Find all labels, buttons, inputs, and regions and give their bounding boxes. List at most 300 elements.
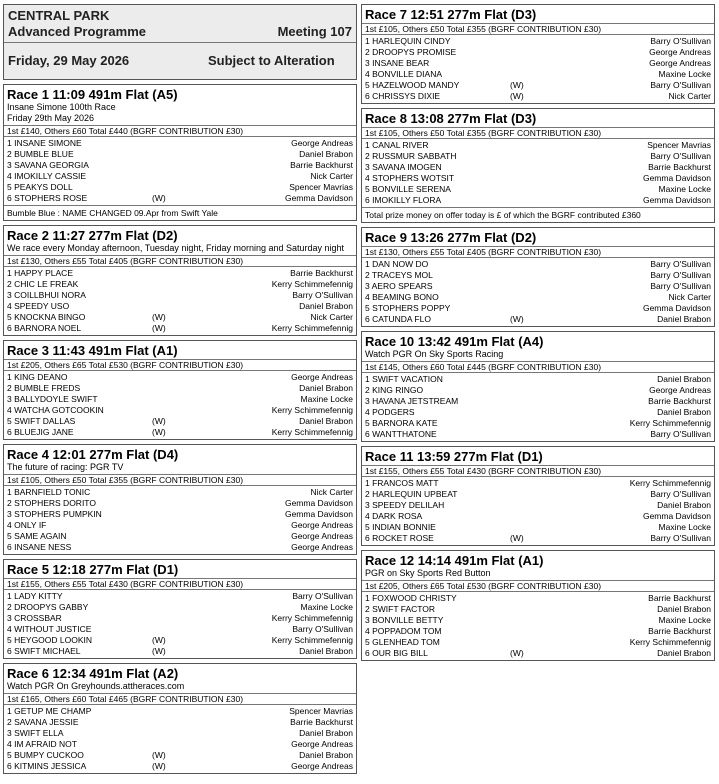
wide-runner-flag bbox=[152, 542, 192, 553]
trainer-name: Nick Carter bbox=[310, 171, 353, 181]
runner-name: 2 DROOPYS GABBY bbox=[7, 602, 89, 612]
race-card bbox=[361, 227, 715, 327]
runner-name: 1 HAPPY PLACE bbox=[7, 268, 73, 278]
runner-name: 5 PEAKYS DOLL bbox=[7, 182, 73, 192]
trainer-name: Kerry Schimmefennig bbox=[271, 323, 353, 333]
wide-runner-flag: (W) bbox=[152, 646, 166, 656]
race-card bbox=[3, 559, 357, 659]
wide-runner-flag bbox=[152, 290, 192, 301]
track-name: CENTRAL PARK bbox=[8, 8, 110, 23]
wide-runner-flag bbox=[510, 522, 550, 533]
trainer-name: Daniel Brabon bbox=[299, 750, 353, 760]
trainer-name: Gemma Davidson bbox=[284, 498, 353, 508]
runner-row bbox=[362, 292, 714, 303]
runner-row bbox=[4, 717, 356, 728]
wide-runner-flag bbox=[510, 162, 550, 173]
runner-row bbox=[362, 396, 714, 407]
race-title: Race 9 13:26 277m Flat (D2) bbox=[365, 230, 537, 245]
runner-name: 4 WATCHA GOTCOOKIN bbox=[7, 405, 104, 415]
wide-runner-flag bbox=[510, 637, 550, 648]
runner-name: 5 STOPHERS POPPY bbox=[365, 303, 451, 313]
trainer-name: Maxine Locke bbox=[300, 602, 353, 612]
wide-runner-flag bbox=[510, 58, 550, 69]
runner-row bbox=[4, 149, 356, 160]
trainer-name: George Andreas bbox=[291, 531, 353, 541]
wide-runner-flag bbox=[510, 478, 550, 489]
trainer-name: Kerry Schimmefennig bbox=[271, 279, 353, 289]
runner-row bbox=[362, 69, 714, 80]
runner-row bbox=[4, 739, 356, 750]
wide-runner-flag bbox=[510, 593, 550, 604]
prize-line: 1st £105, Others £50 Total £355 (BGRF CONTRIBUTION £30) bbox=[4, 474, 356, 486]
trainer-name: Barry O'Sullivan bbox=[650, 36, 711, 46]
runner-row bbox=[4, 646, 356, 657]
trainer-name: Barrie Backhurst bbox=[290, 268, 353, 278]
race-note: We race every Monday afternoon, Tuesday night, Friday morning and Saturday night bbox=[7, 243, 345, 253]
runner-name: 6 INSANE NESS bbox=[7, 542, 72, 552]
runner-name: 2 KING RINGO bbox=[365, 385, 424, 395]
wide-runner-flag bbox=[152, 520, 192, 531]
race-title: Race 6 12:34 491m Flat (A2) bbox=[7, 666, 179, 681]
runner-list bbox=[4, 590, 356, 658]
runner-name: 4 ONLY IF bbox=[7, 520, 47, 530]
runner-name: 2 BUMBLE BLUE bbox=[7, 149, 74, 159]
trainer-name: Nick Carter bbox=[310, 487, 353, 497]
runner-name: 1 CANAL RIVER bbox=[365, 140, 429, 150]
trainer-name: Nick Carter bbox=[668, 91, 711, 101]
runner-row bbox=[362, 281, 714, 292]
wide-runner-flag bbox=[510, 281, 550, 292]
runner-row bbox=[362, 151, 714, 162]
runner-name: 1 SWIFT VACATION bbox=[365, 374, 443, 384]
left-column bbox=[3, 4, 357, 778]
wide-runner-flag: (W) bbox=[510, 533, 524, 543]
trainer-name: Maxine Locke bbox=[658, 184, 711, 194]
runner-name: 2 BUMBLE FREDS bbox=[7, 383, 81, 393]
prize-line: 1st £105, Others £50 Total £355 (BGRF CONTRIBUTION £30) bbox=[362, 127, 714, 139]
runner-name: 3 SWIFT ELLA bbox=[7, 728, 64, 738]
runner-name: 1 LADY KITTY bbox=[7, 591, 63, 601]
trainer-name: Spencer Mavrias bbox=[289, 182, 353, 192]
race-card bbox=[3, 84, 357, 221]
runner-name: 5 HAZELWOOD MANDY bbox=[365, 80, 460, 90]
wide-runner-flag bbox=[152, 394, 192, 405]
trainer-name: Spencer Mavrias bbox=[647, 140, 711, 150]
runner-row bbox=[362, 478, 714, 489]
trainer-name: Maxine Locke bbox=[658, 615, 711, 625]
header-divider bbox=[4, 42, 356, 43]
prize-line: 1st £145, Others £60 Total £445 (BGRF CONTRIBUTION £30) bbox=[362, 361, 714, 373]
runner-row bbox=[362, 195, 714, 206]
runner-name: 5 BARNORA KATE bbox=[365, 418, 438, 428]
runner-name: 3 CROSSBAR bbox=[7, 613, 62, 623]
runner-name: 6 CHRISSYS DIXIE bbox=[365, 91, 441, 101]
trainer-name: Barry O'Sullivan bbox=[650, 489, 711, 499]
wide-runner-flag bbox=[152, 171, 192, 182]
runner-name: 2 SAVANA JESSIE bbox=[7, 717, 79, 727]
race-title: Race 8 13:08 277m Flat (D3) bbox=[365, 111, 537, 126]
trainer-name: Nick Carter bbox=[310, 312, 353, 322]
prize-line: 1st £165, Others £60 Total £465 (BGRF CONTRIBUTION £30) bbox=[4, 693, 356, 705]
race-card bbox=[361, 446, 715, 546]
race-card bbox=[3, 225, 357, 336]
race-card bbox=[3, 340, 357, 440]
trainer-name: Gemma Davidson bbox=[284, 193, 353, 203]
runner-row bbox=[4, 706, 356, 717]
runner-row bbox=[4, 531, 356, 542]
wide-runner-flag bbox=[152, 591, 192, 602]
runner-name: 4 POPPADOM TOM bbox=[365, 626, 442, 636]
runner-name: 6 BLUEJIG JANE bbox=[7, 427, 74, 437]
runner-name: 2 HARLEQUIN UPBEAT bbox=[365, 489, 458, 499]
runner-row bbox=[362, 637, 714, 648]
runner-row bbox=[362, 140, 714, 151]
race-title: Race 2 11:27 277m Flat (D2) bbox=[7, 228, 178, 243]
runner-row bbox=[4, 268, 356, 279]
prize-line: 1st £205, Others £65 Total £530 (BGRF CONTRIBUTION £30) bbox=[4, 359, 356, 371]
runner-name: 2 DROOPYS PROMISE bbox=[365, 47, 457, 57]
runner-name: 2 SWIFT FACTOR bbox=[365, 604, 436, 614]
runner-row bbox=[362, 626, 714, 637]
runner-row bbox=[362, 593, 714, 604]
runner-name: 2 TRACEYS MOL bbox=[365, 270, 433, 280]
runner-name: 3 SAVANA IMOGEN bbox=[365, 162, 442, 172]
runner-list bbox=[362, 592, 714, 660]
race-note: The future of racing: PGR TV bbox=[7, 462, 124, 472]
wide-runner-flag: (W) bbox=[152, 312, 166, 322]
race-card bbox=[361, 550, 715, 661]
wide-runner-flag: (W) bbox=[510, 314, 524, 324]
wide-runner-flag bbox=[152, 498, 192, 509]
trainer-name: Barry O'Sullivan bbox=[292, 591, 353, 601]
runner-list bbox=[4, 371, 356, 439]
race-title: Race 3 11:43 491m Flat (A1) bbox=[7, 343, 178, 358]
runner-row bbox=[362, 533, 714, 544]
runner-row bbox=[362, 303, 714, 314]
prize-line: 1st £205, Others £65 Total £530 (BGRF CONTRIBUTION £30) bbox=[362, 580, 714, 592]
race-note: Friday 29th May 2026 bbox=[7, 113, 95, 123]
trainer-name: Kerry Schimmefennig bbox=[629, 418, 711, 428]
runner-name: 1 GETUP ME CHAMP bbox=[7, 706, 92, 716]
trainer-name: George Andreas bbox=[649, 47, 711, 57]
wide-runner-flag bbox=[152, 706, 192, 717]
race-title: Race 1 11:09 491m Flat (A5) bbox=[7, 87, 178, 102]
wide-runner-flag bbox=[152, 613, 192, 624]
race-card bbox=[361, 4, 715, 104]
runner-row bbox=[362, 58, 714, 69]
prize-line: 1st £105, Others £50 Total £355 (BGRF CONTRIBUTION £30) bbox=[362, 23, 714, 35]
wide-runner-flag: (W) bbox=[152, 427, 166, 437]
trainer-name: George Andreas bbox=[291, 761, 353, 771]
wide-runner-flag bbox=[510, 140, 550, 151]
runner-list bbox=[4, 705, 356, 773]
runner-name: 5 INDIAN BONNIE bbox=[365, 522, 436, 532]
wide-runner-flag: (W) bbox=[510, 80, 524, 90]
wide-runner-flag bbox=[510, 303, 550, 314]
wide-runner-flag bbox=[152, 182, 192, 193]
runner-row bbox=[362, 385, 714, 396]
race-note: PGR on Sky Sports Red Button bbox=[365, 568, 491, 578]
wide-runner-flag bbox=[510, 511, 550, 522]
trainer-name: Barrie Backhurst bbox=[648, 593, 711, 603]
wide-runner-flag bbox=[152, 372, 192, 383]
runner-row bbox=[4, 761, 356, 772]
wide-runner-flag: (W) bbox=[152, 635, 166, 645]
runner-row bbox=[4, 138, 356, 149]
runner-row bbox=[4, 171, 356, 182]
runner-name: 2 CHIC LE FREAK bbox=[7, 279, 79, 289]
runner-name: 6 IMOKILLY FLORA bbox=[365, 195, 442, 205]
runner-list bbox=[362, 373, 714, 441]
wide-runner-flag: (W) bbox=[152, 761, 166, 771]
meeting-number: Meeting 107 bbox=[277, 24, 352, 39]
runner-row bbox=[4, 509, 356, 520]
runner-row bbox=[4, 383, 356, 394]
runner-name: 4 SPEEDY USO bbox=[7, 301, 70, 311]
trainer-name: George Andreas bbox=[291, 739, 353, 749]
runner-name: 5 BONVILLE SERENA bbox=[365, 184, 451, 194]
wide-runner-flag bbox=[510, 489, 550, 500]
runner-row bbox=[4, 372, 356, 383]
wide-runner-flag bbox=[510, 184, 550, 195]
runner-name: 4 IM AFRAID NOT bbox=[7, 739, 77, 749]
runner-list bbox=[362, 258, 714, 326]
runner-name: 1 FRANCOS MATT bbox=[365, 478, 439, 488]
runner-name: 3 COILLBHUI NORA bbox=[7, 290, 86, 300]
runner-row bbox=[362, 162, 714, 173]
wide-runner-flag bbox=[510, 429, 550, 440]
trainer-name: Barry O'Sullivan bbox=[292, 290, 353, 300]
meeting-date: Friday, 29 May 2026 bbox=[8, 53, 130, 68]
right-column bbox=[361, 4, 715, 665]
wide-runner-flag bbox=[152, 509, 192, 520]
runner-name: 5 SAME AGAIN bbox=[7, 531, 67, 541]
wide-runner-flag: (W) bbox=[510, 91, 524, 101]
race-note: Watch PGR On Greyhounds.attheraces.com bbox=[7, 681, 185, 691]
trainer-name: Barry O'Sullivan bbox=[292, 624, 353, 634]
prize-line: 1st £140, Others £60 Total £440 (BGRF CONTRIBUTION £30) bbox=[4, 125, 356, 137]
runner-name: 4 BEAMING BONO bbox=[365, 292, 439, 302]
wide-runner-flag bbox=[152, 739, 192, 750]
runner-row bbox=[4, 394, 356, 405]
wide-runner-flag bbox=[510, 47, 550, 58]
runner-name: 2 RUSSMUR SABBATH bbox=[365, 151, 457, 161]
runner-name: 5 HEYGOOD LOOKIN bbox=[7, 635, 93, 645]
runner-name: 3 SAVANA GEORGIA bbox=[7, 160, 89, 170]
runner-list bbox=[362, 35, 714, 103]
trainer-name: Maxine Locke bbox=[658, 69, 711, 79]
race-note: Insane Simone 100th Race bbox=[7, 102, 116, 112]
runner-row bbox=[4, 498, 356, 509]
wide-runner-flag bbox=[510, 195, 550, 206]
trainer-name: George Andreas bbox=[291, 372, 353, 382]
runner-row bbox=[4, 487, 356, 498]
trainer-name: Gemma Davidson bbox=[642, 195, 711, 205]
runner-name: 1 BARNFIELD TONIC bbox=[7, 487, 91, 497]
runner-name: 6 BARNORA NOEL bbox=[7, 323, 82, 333]
runner-name: 3 AERO SPEARS bbox=[365, 281, 433, 291]
programme-header bbox=[3, 4, 357, 80]
trainer-name: Barrie Backhurst bbox=[290, 160, 353, 170]
wide-runner-flag bbox=[510, 374, 550, 385]
trainer-name: Barrie Backhurst bbox=[648, 396, 711, 406]
race-footer-note: Bumble Blue : NAME CHANGED 09.Apr from Swift Yale bbox=[4, 205, 356, 220]
runner-row bbox=[4, 427, 356, 438]
trainer-name: George Andreas bbox=[291, 520, 353, 530]
runner-name: 3 SPEEDY DELILAH bbox=[365, 500, 445, 510]
runner-name: 6 CATUNDA FLO bbox=[365, 314, 431, 324]
trainer-name: Daniel Brabon bbox=[657, 314, 711, 324]
wide-runner-flag bbox=[510, 173, 550, 184]
runner-row bbox=[4, 416, 356, 427]
wide-runner-flag bbox=[510, 36, 550, 47]
runner-row bbox=[362, 489, 714, 500]
trainer-name: Barry O'Sullivan bbox=[650, 533, 711, 543]
wide-runner-flag: (W) bbox=[152, 193, 166, 203]
trainer-name: Daniel Brabon bbox=[299, 416, 353, 426]
wide-runner-flag bbox=[510, 626, 550, 637]
wide-runner-flag: (W) bbox=[152, 416, 166, 426]
runner-name: 4 IMOKILLY CASSIE bbox=[7, 171, 87, 181]
runner-name: 3 INSANE BEAR bbox=[365, 58, 430, 68]
runner-name: 5 BUMPY CUCKOO bbox=[7, 750, 84, 760]
alteration-note: Subject to Alteration bbox=[208, 53, 335, 68]
trainer-name: Daniel Brabon bbox=[299, 646, 353, 656]
runner-row bbox=[4, 542, 356, 553]
wide-runner-flag bbox=[152, 405, 192, 416]
wide-runner-flag bbox=[152, 717, 192, 728]
runner-name: 3 BALLYDOYLE SWIFT bbox=[7, 394, 98, 404]
runner-name: 3 BONVILLE BETTY bbox=[365, 615, 444, 625]
trainer-name: Barry O'Sullivan bbox=[650, 151, 711, 161]
race-title: Race 12 14:14 491m Flat (A1) bbox=[365, 553, 544, 568]
race-title: Race 11 13:59 277m Flat (D1) bbox=[365, 449, 543, 464]
trainer-name: Barry O'Sullivan bbox=[650, 80, 711, 90]
wide-runner-flag bbox=[152, 487, 192, 498]
runner-row bbox=[362, 173, 714, 184]
wide-runner-flag: (W) bbox=[152, 750, 166, 760]
runner-name: 3 HAVANA JETSTREAM bbox=[365, 396, 459, 406]
wide-runner-flag bbox=[152, 383, 192, 394]
trainer-name: Daniel Brabon bbox=[299, 383, 353, 393]
runner-name: 5 SWIFT DALLAS bbox=[7, 416, 76, 426]
prize-line: 1st £155, Others £55 Total £430 (BGRF CONTRIBUTION £30) bbox=[4, 578, 356, 590]
trainer-name: Maxine Locke bbox=[300, 394, 353, 404]
runner-row bbox=[362, 418, 714, 429]
race-footer-note: Total prize money on offer today is £ of which the BGRF contributed £360 bbox=[362, 207, 714, 222]
runner-name: 1 FOXWOOD CHRISTY bbox=[365, 593, 457, 603]
trainer-name: Daniel Brabon bbox=[657, 374, 711, 384]
wide-runner-flag bbox=[152, 531, 192, 542]
race-note: Watch PGR On Sky Sports Racing bbox=[365, 349, 504, 359]
runner-row bbox=[4, 520, 356, 531]
runner-row bbox=[362, 407, 714, 418]
trainer-name: Barry O'Sullivan bbox=[650, 429, 711, 439]
runner-name: 1 INSANE SIMONE bbox=[7, 138, 82, 148]
runner-name: 4 PODGERS bbox=[365, 407, 415, 417]
trainer-name: Barrie Backhurst bbox=[648, 162, 711, 172]
race-title: Race 5 12:18 277m Flat (D1) bbox=[7, 562, 179, 577]
runner-row bbox=[362, 91, 714, 102]
runner-name: 6 STOPHERS ROSE bbox=[7, 193, 88, 203]
wide-runner-flag: (W) bbox=[152, 323, 166, 333]
trainer-name: Kerry Schimmefennig bbox=[271, 613, 353, 623]
trainer-name: Daniel Brabon bbox=[299, 728, 353, 738]
wide-runner-flag bbox=[510, 418, 550, 429]
wide-runner-flag bbox=[152, 602, 192, 613]
trainer-name: Daniel Brabon bbox=[299, 149, 353, 159]
runner-name: 3 STOPHERS PUMPKIN bbox=[7, 509, 102, 519]
runner-row bbox=[362, 500, 714, 511]
runner-row bbox=[4, 279, 356, 290]
wide-runner-flag bbox=[510, 407, 550, 418]
runner-name: 1 HARLEQUIN CINDY bbox=[365, 36, 451, 46]
runner-row bbox=[4, 182, 356, 193]
trainer-name: George Andreas bbox=[649, 58, 711, 68]
trainer-name: Kerry Schimmefennig bbox=[271, 427, 353, 437]
race-title: Race 4 12:01 277m Flat (D4) bbox=[7, 447, 179, 462]
runner-row bbox=[4, 193, 356, 204]
runner-row bbox=[4, 624, 356, 635]
race-card bbox=[361, 108, 715, 223]
trainer-name: Gemma Davidson bbox=[642, 511, 711, 521]
runner-row bbox=[4, 290, 356, 301]
wide-runner-flag bbox=[152, 279, 192, 290]
runner-name: 1 DAN NOW DO bbox=[365, 259, 429, 269]
trainer-name: Spencer Mavrias bbox=[289, 706, 353, 716]
runner-name: 6 WANTTHATONE bbox=[365, 429, 437, 439]
trainer-name: Daniel Brabon bbox=[299, 301, 353, 311]
trainer-name: George Andreas bbox=[291, 542, 353, 552]
runner-list bbox=[4, 267, 356, 335]
race-card bbox=[3, 663, 357, 774]
runner-name: 6 OUR BIG BILL bbox=[365, 648, 428, 658]
wide-runner-flag bbox=[152, 149, 192, 160]
runner-row bbox=[4, 405, 356, 416]
runner-row bbox=[4, 591, 356, 602]
wide-runner-flag bbox=[510, 615, 550, 626]
wide-runner-flag bbox=[152, 301, 192, 312]
runner-list bbox=[362, 139, 714, 207]
trainer-name: Barry O'Sullivan bbox=[650, 259, 711, 269]
trainer-name: Daniel Brabon bbox=[657, 648, 711, 658]
trainer-name: Kerry Schimmefennig bbox=[629, 478, 711, 488]
runner-row bbox=[362, 429, 714, 440]
trainer-name: Daniel Brabon bbox=[657, 407, 711, 417]
trainer-name: Barrie Backhurst bbox=[290, 717, 353, 727]
trainer-name: Barry O'Sullivan bbox=[650, 281, 711, 291]
wide-runner-flag bbox=[152, 728, 192, 739]
wide-runner-flag bbox=[510, 259, 550, 270]
race-title: Race 10 13:42 491m Flat (A4) bbox=[365, 334, 544, 349]
trainer-name: Nick Carter bbox=[668, 292, 711, 302]
trainer-name: Kerry Schimmefennig bbox=[271, 405, 353, 415]
runner-row bbox=[362, 36, 714, 47]
runner-row bbox=[362, 615, 714, 626]
trainer-name: Gemma Davidson bbox=[642, 303, 711, 313]
trainer-name: Daniel Brabon bbox=[657, 500, 711, 510]
runner-row bbox=[362, 648, 714, 659]
runner-name: 4 WITHOUT JUSTICE bbox=[7, 624, 92, 634]
runner-row bbox=[4, 635, 356, 646]
wide-runner-flag bbox=[510, 69, 550, 80]
runner-name: 1 KING DEANO bbox=[7, 372, 68, 382]
runner-row bbox=[362, 47, 714, 58]
runner-name: 6 SWIFT MICHAEL bbox=[7, 646, 81, 656]
runner-row bbox=[4, 323, 356, 334]
trainer-name: Maxine Locke bbox=[658, 522, 711, 532]
trainer-name: Kerry Schimmefennig bbox=[629, 637, 711, 647]
